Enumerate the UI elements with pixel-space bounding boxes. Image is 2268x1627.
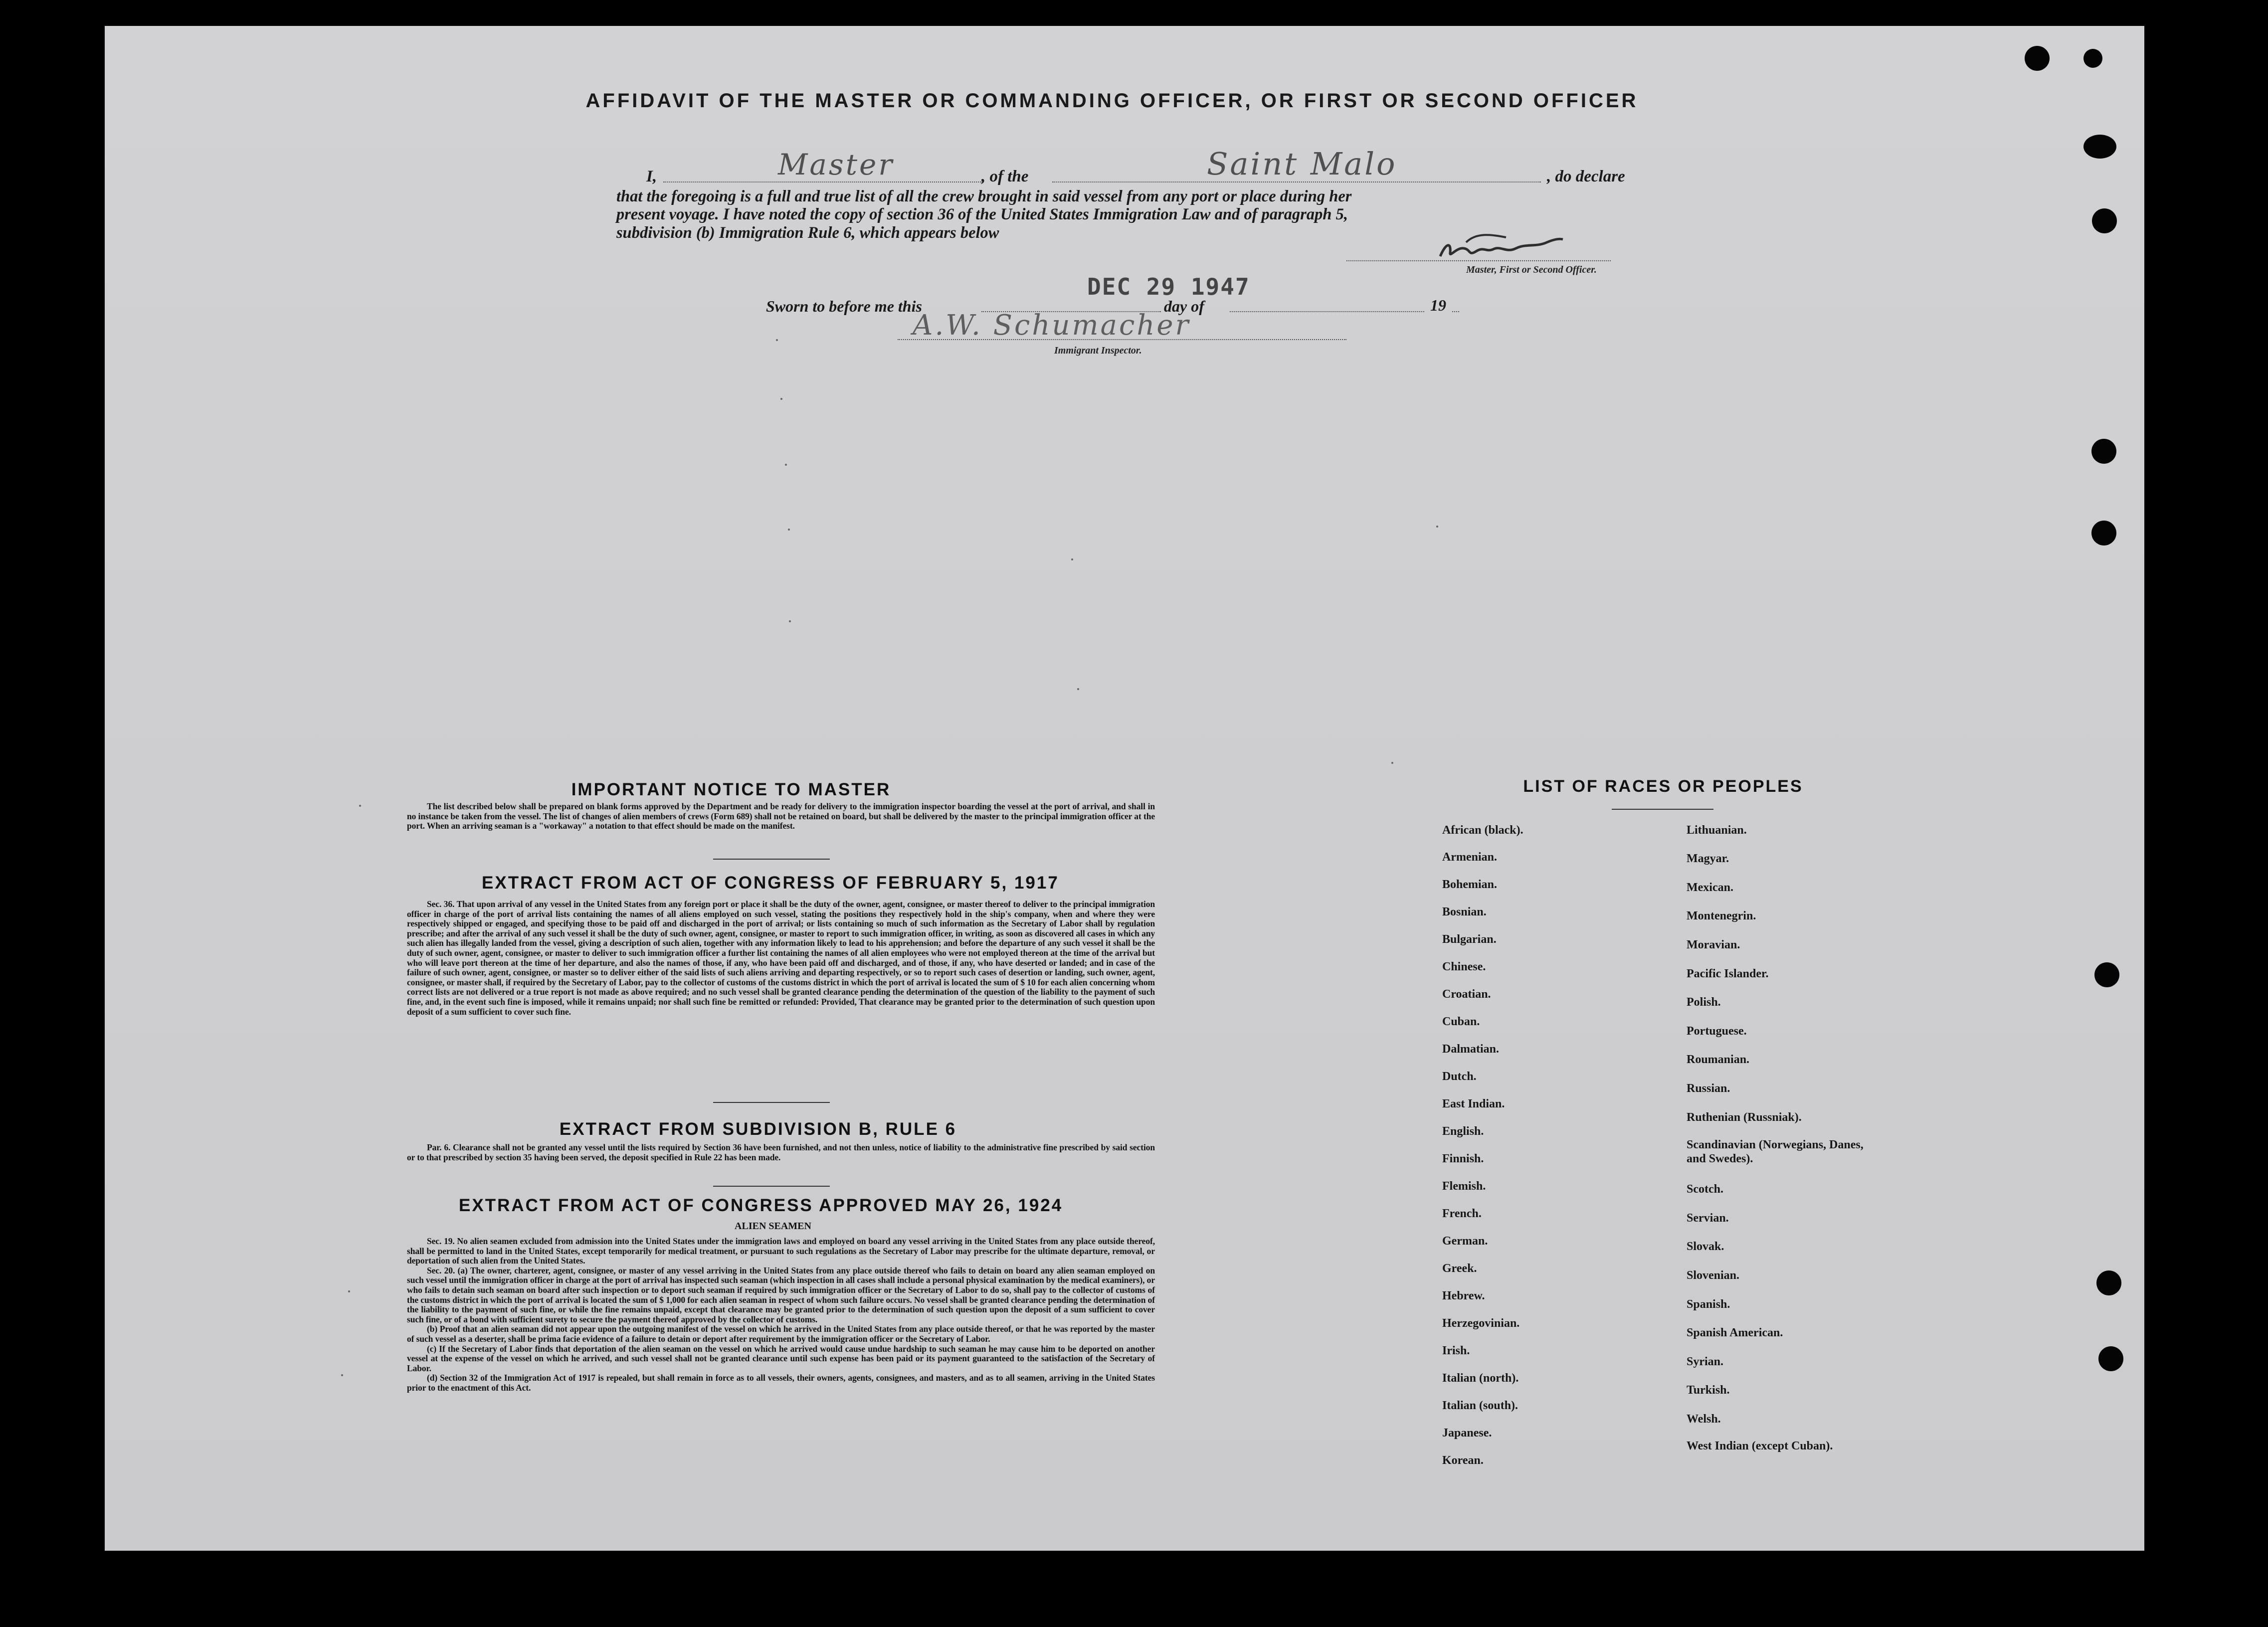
race-item: Bosnian. [1442, 905, 1487, 918]
extract-1924-sec20c: (c) If the Secretary of Labor finds that deportation of the alien seaman on the vessel on which he arrived would cause undue hardship to such seaman he may cause him to be deported on another vessel at the expense of the vessel on which he arrived, and such vessel shall not be granted clearance until such expense has been paid or its payment guaranteed to the satisfaction of the Secretary of Labor. [407, 1343, 1155, 1373]
race-item: Armenian. [1442, 851, 1497, 864]
vessel-handwritten: Saint Malo [1207, 146, 1397, 182]
race-item: Croatian. [1442, 988, 1491, 1001]
race-item: German. [1442, 1235, 1488, 1248]
notice-divider [713, 859, 830, 860]
paper-speck [341, 1374, 343, 1376]
race-item: Roumanian. [1687, 1053, 1750, 1066]
paper-speck [1391, 762, 1393, 764]
rank-field [663, 181, 982, 182]
extract-1924-title: EXTRACT FROM ACT OF CONGRESS APPROVED MAY 26, 1924 [459, 1196, 1063, 1215]
race-item: Pacific Islander. [1687, 967, 1769, 980]
paper-speck [789, 620, 791, 622]
race-item: Welsh. [1687, 1413, 1721, 1426]
sworn-year-field [1452, 311, 1459, 312]
affidavit-line1-prefix: I, [646, 168, 657, 185]
race-item: Slovenian. [1687, 1269, 1740, 1282]
notice-title: IMPORTANT NOTICE TO MASTER [571, 780, 891, 799]
race-item: Syrian. [1687, 1355, 1724, 1368]
extract-1917-text [407, 900, 1155, 1017]
race-item: Portuguese. [1687, 1025, 1747, 1038]
paper-speck [1436, 526, 1438, 528]
binder-hole [2083, 49, 2102, 68]
binder-hole [2092, 208, 2117, 233]
race-item: French. [1442, 1207, 1482, 1220]
race-item: Flemish. [1442, 1180, 1486, 1193]
affidavit-line1-of-the: , of the [981, 168, 1029, 185]
affidavit-line3: present voyage. I have noted the copy of section 36 of the United States Immigration Law and of paragraph 5, [616, 205, 1348, 223]
binder-hole [2091, 439, 2116, 464]
binder-hole [2094, 962, 2119, 987]
affidavit-line4: subdivision (b) Immigration Rule 6, which appears below [616, 224, 999, 242]
sworn-month-field [1230, 311, 1424, 312]
extract-1917-sec36: Sec. 36. That upon arrival of any vessel in the United States from any foreign port or place it shall be the duty of the owner, agent, consignee, or master thereof to deliver to the principal immigration officer in charge of the port of arrival lists containing the names of all aliens employed on such vessel, stating the positions they respectively hold in the ship's company, when and where they were respectively shipped or engaged, and specifying those to be paid off and discharged in the port of arrival; or lists containing so much of such information as the Secretary of Labor shall by regulation prescribe; and after the arrival of any such vessel it shall be the duty of such owner, agent, consignee, or master to report to such immigration officer, in writing, as soon as discovered all cases in which any such alien has illegally landed from the vessel, giving a description of such alien, together with any information likely to lead to his apprehension; and before the departure of any such vessel it shall be the duty of such owner, agent, consignee, or master to deliver to such immigration officer a further list containing the names of all alien employees who were not employed thereon at the time of the arrival but who will leave port thereon at the time of her departure, and also the names of those, if any, who have been paid off and discharged, and of those, if any, who have deserted or landed; and in case of the failure of such owner, agent, consignee, or master so to deliver either of the said lists of such aliens arriving and departing respectively, or so to report such cases of desertion or landing, such owner, agent, consignee, or master shall, if required by the Secretary of Labor, pay to the collector of customs of the customs district in which the port of arrival is located the sum of $ 10 for each alien concerning whom correct lists are not delivered or a true report is not made as above required; and no such vessel shall be granted clearance pending the determination of the question of the liability to the payment of such fine, and, in the event such fine is imposed, while it remains unpaid; nor shall such fine be remitted or refunded: Provided, That clearance may be granted prior to the determination of such question upon deposit of a sum sufficient to cover such fine. [407, 899, 1155, 1017]
rule6-par6: Par. 6. Clearance shall not be granted any vessel until the lists required by Section 36 have been furnished, and not then unless, notice of liability to the administrative fine prescribed by said section or to that prescribed by section 35 having been served, the deposit specified in Rule 22 has been made. [407, 1142, 1155, 1162]
binder-hole [2083, 135, 2116, 159]
paper-speck [776, 339, 778, 341]
race-item: Slovak. [1687, 1240, 1724, 1253]
extract-1917-title: EXTRACT FROM ACT OF CONGRESS OF FEBRUARY 5, 1917 [482, 873, 1059, 893]
race-item: Scandinavian (Norwegians, Danes, and Swedes). [1687, 1138, 1864, 1165]
extract-1924-sec20a: Sec. 20. (a) The owner, charterer, agent, consignee, or master of any vessel arriving in the United States from any place outside thereof who fails to detain on board any alien seaman employed on such vessel until the immigration officer in charge at the port of arrival has inspected such seaman (which inspection in all cases shall include a personal physical examination by the medical examiners), or who fails to detain such seaman on board after such inspection or to deport such seaman if required by such immigration officer or the Secretary of Labor to do so, shall pay to the collector of customs of the customs district in which the port of arrival is located the sum of $ 1,000 for each alien seaman in respect of whom such failure occurs. No vessel shall be granted clearance pending the determination of the liability to the payment of such fine, or while the fine remains unpaid, except that clearance may be granted prior to the determination of such question upon the deposit of a sum sufficient to cover such fine, or of a bond with sufficient surety to secure the payment thereof approved by the collector of customs. [407, 1265, 1155, 1324]
date-stamp: DEC 29 1947 [1087, 273, 1250, 300]
paper-speck [785, 464, 787, 466]
notice-text [407, 802, 1155, 831]
extract-1917-divider [713, 1102, 830, 1103]
paper-speck [1071, 558, 1073, 560]
race-item: English. [1442, 1125, 1484, 1138]
sworn-year: 19 [1430, 296, 1446, 314]
race-item: West Indian (except Cuban). [1687, 1440, 1833, 1452]
paper-speck [780, 398, 782, 400]
race-item: Greek. [1442, 1262, 1477, 1275]
race-item: Korean. [1442, 1454, 1484, 1467]
binder-hole [2025, 46, 2050, 71]
affidavit-line1-suffix: , do declare [1547, 168, 1625, 185]
extract-1924-subtitle: ALIEN SEAMEN [735, 1221, 811, 1232]
race-item: Bulgarian. [1442, 933, 1497, 946]
master-signature [1436, 227, 1566, 262]
race-item: Spanish American. [1687, 1326, 1783, 1339]
extract-1924-text [407, 1237, 1155, 1393]
race-item: Dutch. [1442, 1070, 1477, 1083]
race-item: Irish. [1442, 1344, 1470, 1357]
races-title: LIST OF RACES OR PEOPLES [1523, 777, 1803, 796]
affidavit-title: AFFIDAVIT OF THE MASTER OR COMMANDING OFFICER, OR FIRST OR SECOND OFFICER [585, 90, 1639, 112]
inspector-label: Immigrant Inspector. [1054, 345, 1142, 356]
rule6-title: EXTRACT FROM SUBDIVISION B, RULE 6 [559, 1119, 957, 1139]
race-item: Polish. [1687, 996, 1721, 1009]
paper-speck [1077, 688, 1079, 690]
notice-paragraph: The list described below shall be prepared on blank forms approved by the Department and be ready for delivery to the immigration inspector boarding the vessel at the port of arrival, and shall in no instance be taken from the vessel. The list of changes of alien members of crews (Form 689) shall not be retained on board, but shall be delivered by the master to the principal immigration officer at the port. When an arriving seaman is a "workaway" a notation to that effect should be made on the manifest. [407, 801, 1155, 831]
race-item: Finnish. [1442, 1152, 1484, 1165]
race-item: Mexican. [1687, 881, 1733, 894]
races-divider [1612, 809, 1713, 810]
master-signature-text [1449, 234, 1451, 235]
race-item: Italian (south). [1442, 1399, 1518, 1412]
inspector-signature: A.W. Schumacher [913, 309, 1191, 342]
race-item: Montenegrin. [1687, 909, 1756, 922]
race-item: Spanish. [1687, 1298, 1730, 1311]
binder-hole [2091, 521, 2116, 545]
extract-1924-sec20d: (d) Section 32 of the Immigration Act of 1917 is repealed, but shall remain in force as to all vessels, their owners, agents, consignees, and masters, and as to all seamen, arriving in the United States prior to the enactment of this Act. [407, 1373, 1155, 1393]
race-item: Magyar. [1687, 852, 1729, 865]
race-item: Italian (north). [1442, 1372, 1519, 1385]
race-item: Moravian. [1687, 938, 1740, 951]
sworn-prefix: Sworn to before me this [766, 297, 922, 315]
race-item: Dalmatian. [1442, 1043, 1499, 1056]
race-item: Lithuanian. [1687, 824, 1747, 837]
sworn-day-of: day of [1164, 297, 1204, 315]
race-item: Hebrew. [1442, 1289, 1485, 1302]
paper-speck [359, 805, 361, 807]
race-item: Cuban. [1442, 1015, 1480, 1028]
race-item: Scotch. [1687, 1183, 1723, 1196]
affidavit-line2: that the foregoing is a full and true list of all the crew brought in said vessel from any port or place during her [616, 187, 1352, 205]
race-item: Herzegovinian. [1442, 1317, 1520, 1330]
extract-1924-sec20b: (b) Proof that an alien seaman did not appear upon the outgoing manifest of the vessel on which he arrived in the United States from any place outside thereof, or that he was reported by the master of such vessel as a deserter, shall be prima facie evidence of a failure to detain or deport after requirement by the immigration officer or the Secretary of Labor. [407, 1324, 1155, 1344]
race-item: Russian. [1687, 1082, 1730, 1095]
binder-hole [2096, 1270, 2121, 1295]
race-item: Bohemian. [1442, 878, 1498, 891]
race-item: Turkish. [1687, 1384, 1730, 1397]
rank-handwritten: Master [778, 148, 895, 181]
paper-speck [788, 529, 790, 531]
rule6-text [407, 1143, 1155, 1162]
race-item: African (black). [1442, 824, 1523, 837]
extract-1924-sec19: Sec. 19. No alien seamen excluded from admission into the United States under the immigration laws and employed on board any vessel arriving in the United States from any place outside thereof, shall be permitted to land in the United States, except temporarily for medical treatment, or pursuant to such regulations as the Secretary of Labor may prescribe for the ultimate departure, removal, or deportation of such alien from the United States. [407, 1236, 1155, 1266]
race-item: Chinese. [1442, 960, 1486, 973]
master-signature-label: Master, First or Second Officer. [1466, 264, 1597, 275]
rule6-divider [713, 1186, 830, 1187]
race-item: Servian. [1687, 1212, 1729, 1225]
race-item: Japanese. [1442, 1427, 1492, 1440]
race-item: East Indian. [1442, 1097, 1505, 1110]
paper-speck [348, 1290, 350, 1292]
binder-hole [2098, 1346, 2123, 1371]
race-item: Ruthenian (Russniak). [1687, 1111, 1802, 1124]
